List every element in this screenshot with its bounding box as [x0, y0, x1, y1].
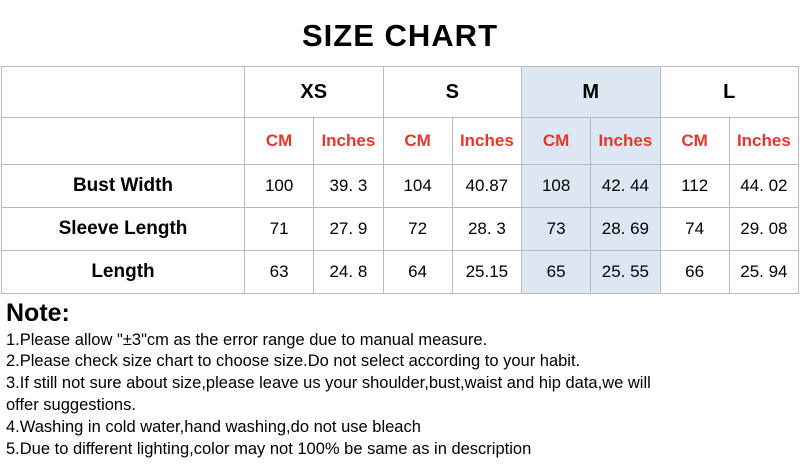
unit-header-l-cm: CM [660, 118, 729, 165]
note-line-4: 4.Washing in cold water,hand washing,do not use bleach [6, 418, 421, 437]
empty-corner-cell [2, 67, 245, 118]
cell-length-m-cm: 65 [522, 251, 591, 294]
size-header-xs: XS [245, 67, 384, 118]
cell-sleeve-m-cm: 73 [522, 208, 591, 251]
row-label-sleeve-length: Sleeve Length [2, 208, 245, 251]
cell-length-m-inches: 25. 55 [591, 251, 660, 294]
note-heading: Note: [6, 299, 70, 327]
cell-sleeve-l-inches: 29. 08 [729, 208, 798, 251]
empty-unit-cell [2, 118, 245, 165]
note-line-5: 5.Due to different lighting,color may not 100% be same as in description [6, 440, 532, 459]
unit-header-m-inches: Inches [591, 118, 660, 165]
cell-sleeve-xs-inches: 27. 9 [314, 208, 383, 251]
cell-length-l-cm: 66 [660, 251, 729, 294]
note-section [0, 294, 800, 461]
table-row [2, 165, 799, 208]
cell-bust-m-cm: 108 [522, 165, 591, 208]
note-line-1: 1.Please allow "±3"cm as the error range due to manual measure. [6, 330, 488, 349]
cell-bust-s-inches: 40.87 [452, 165, 521, 208]
cell-sleeve-xs-cm: 71 [245, 208, 314, 251]
cell-length-xs-cm: 63 [245, 251, 314, 294]
unit-header-xs-inches: Inches [314, 118, 383, 165]
size-chart-table [1, 66, 799, 294]
table-row [2, 251, 799, 294]
cell-sleeve-s-cm: 72 [383, 208, 452, 251]
cell-sleeve-s-inches: 28. 3 [452, 208, 521, 251]
size-header-s: S [383, 67, 522, 118]
table-row [2, 208, 799, 251]
size-header-l: L [660, 67, 799, 118]
cell-bust-s-cm: 104 [383, 165, 452, 208]
note-line-3: 3.If still not sure about size,please leave us your shoulder,bust,waist and hip data,we will [6, 374, 651, 393]
unit-header-s-cm: CM [383, 118, 452, 165]
row-label-length: Length [2, 251, 245, 294]
unit-header-m-cm: CM [522, 118, 591, 165]
row-label-bust-width: Bust Width [2, 165, 245, 208]
cell-bust-l-inches: 44. 02 [729, 165, 798, 208]
page-title: SIZE CHART [302, 18, 498, 53]
note-line-2: 2.Please check size chart to choose size.Do not select according to your habit. [6, 352, 581, 371]
cell-bust-m-inches: 42. 44 [591, 165, 660, 208]
note-line-3-cont: offer suggestions. [6, 396, 136, 415]
cell-length-l-inches: 25. 94 [729, 251, 798, 294]
table-row-sizes [2, 67, 799, 118]
table-row-units [2, 118, 799, 165]
cell-bust-xs-inches: 39. 3 [314, 165, 383, 208]
cell-length-s-cm: 64 [383, 251, 452, 294]
cell-sleeve-m-inches: 28. 69 [591, 208, 660, 251]
unit-header-l-inches: Inches [729, 118, 798, 165]
cell-bust-l-cm: 112 [660, 165, 729, 208]
cell-length-s-inches: 25.15 [452, 251, 521, 294]
cell-bust-xs-cm: 100 [245, 165, 314, 208]
unit-header-s-inches: Inches [452, 118, 521, 165]
unit-header-xs-cm: CM [245, 118, 314, 165]
cell-sleeve-l-cm: 74 [660, 208, 729, 251]
cell-length-xs-inches: 24. 8 [314, 251, 383, 294]
size-header-m: M [522, 67, 661, 118]
